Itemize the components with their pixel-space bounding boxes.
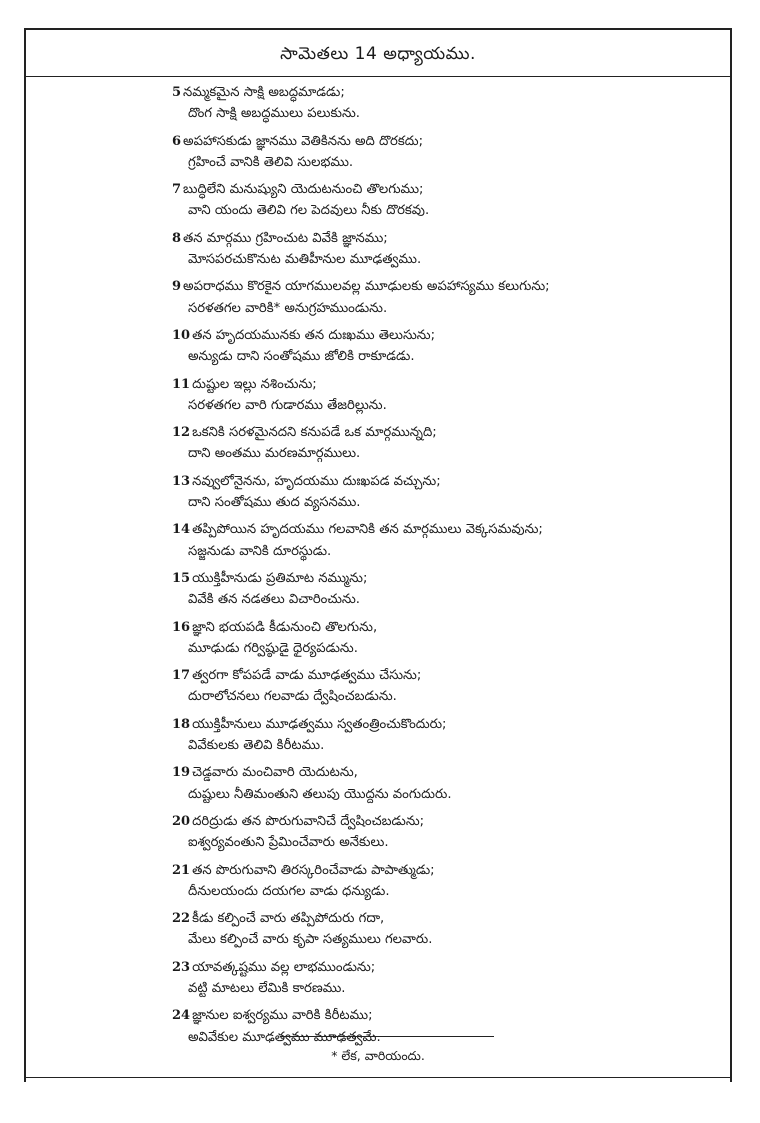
verse-line-1 [172,471,692,492]
verse-line-2: మూఢుడు గర్విష్ఠుడై ధైర్యపడును. [188,640,358,656]
verse-text: తప్పిపోయిన హృదయము గలవానికి తన మార్గములు వెక్కసమవును; [192,522,543,538]
verse-number: 21 [172,862,191,878]
verse-text: బుద్ధిలేని మనుష్యుని యెదుటనుంచి తొలగుము; [183,182,424,198]
verse-23 [172,957,692,1000]
verse-text: తన మార్గము గ్రహించుట వివేకి జ్ఞానము; [183,230,388,246]
verse-line-1 [172,665,692,686]
verse-number: 20 [172,813,191,829]
verse-line-2: అన్యుడు దాని సంతోషము జోలికి రాకూడడు. [188,349,415,365]
verse-line-1 [172,908,692,929]
verse-number: 7 [172,182,182,198]
verse-text: యుక్తిహీనుడు ప్రతిమాట నమ్మును; [192,570,368,586]
verse-24 [172,1005,692,1048]
verse-text: తన హృదయమునకు తన దుఃఖము తెలుసును; [192,327,436,343]
verse-line-1 [172,568,692,589]
verse-number: 13 [172,473,191,489]
verse-text: తన పొరుగువాని తిరస్కరించేవాడు పాపాత్ముడు; [192,862,435,878]
verse-text: కీడు కల్పించే వారు తప్పిపోదురు గదా, [192,911,385,927]
verse-line-2: ఐశ్వర్యవంతుని ప్రేమించేవారు అనేకులు. [188,835,389,851]
verse-22 [172,908,692,951]
verse-number: 6 [172,133,182,149]
verse-21 [172,860,692,903]
verse-text: త్వరగా కోపపడే వాడు మూఢత్వము చేసును; [192,668,422,684]
verse-line-1 [172,519,692,540]
header-divider [26,76,730,77]
verse-line-1 [172,276,692,297]
verse-8 [172,228,692,271]
verse-14 [172,519,692,562]
verse-line-1 [172,422,692,443]
verse-19 [172,762,692,805]
verse-12 [172,422,692,465]
verse-line-2: దుష్టులు నీతిమంతుని తలుపు యొద్దను వంగుదురు. [188,786,452,802]
verse-line-1 [172,179,692,200]
verse-line-1 [172,860,692,881]
verse-line-2: దురాలోచనలు గలవాడు ద్వేషించబడును. [188,689,397,705]
verse-line-2: దొంగ సాక్షి అబద్ధములు పలుకును. [188,106,360,122]
verse-number: 12 [172,425,191,441]
verse-text: దుష్టుల ఇల్లు నశించును; [192,376,317,392]
page-title: సామెతలు 14 అధ్యాయము. [280,44,476,64]
verse-7 [172,179,692,222]
verse-text: దరిద్రుడు తన పొరుగువానిచే ద్వేషించబడును; [192,813,425,829]
footnote-divider [280,1036,494,1037]
verse-line-2: సరళతగల వారికి* అనుగ్రహముండును. [188,300,388,316]
verse-number: 16 [172,619,191,635]
verse-number: 17 [172,668,191,684]
verse-line-1 [172,131,692,152]
verse-text: జ్ఞాని భయపడి కీడునుంచి తొలగును, [192,619,378,635]
verse-line-1 [172,82,692,103]
verse-number: 22 [172,911,191,927]
verse-text: నవ్వులోనైనను, హృదయము దుఃఖపడ వచ్చును; [192,473,441,489]
verse-line-1 [172,374,692,395]
verse-line-2: గ్రహించే వానికి తెలివి సులభము. [188,154,354,170]
verse-line-2: దీనులయందు దయగల వాడు ధన్యుడు. [188,883,390,899]
verse-line-1 [172,325,692,346]
verse-line-1 [172,811,692,832]
verse-text: అపరాధము కొరకైన యాగములవల్ల మూఢులకు అపహాస్యము కలుగును; [183,279,550,295]
verse-number: 14 [172,522,191,538]
verse-number: 11 [172,376,191,392]
verse-text: జ్ఞానుల ఐశ్వర్యము వారికి కిరీటము; [192,1008,373,1024]
bottom-rule [26,1077,730,1078]
verse-list [172,82,692,1054]
verse-20 [172,811,692,854]
verse-15 [172,568,692,611]
verse-text: చెడ్డవారు మంచివారి యెదుటను, [192,765,358,781]
verse-line-1 [172,714,692,735]
verse-5 [172,82,692,125]
verse-line-1 [172,762,692,783]
verse-number: 18 [172,716,191,732]
verse-line-2: దాని సంతోషము తుద వ్యసనము. [188,495,361,511]
verse-line-1 [172,617,692,638]
verse-number: 5 [172,85,182,100]
page-frame [24,28,732,1082]
verse-18 [172,714,692,757]
verse-line-2: సరళతగల వారి గుడారము తేజరిల్లును. [188,397,387,413]
verse-line-2: వాని యందు తెలివి గల పెదవులు నీకు దొరకవు. [188,203,430,219]
verse-line-1 [172,1005,692,1026]
verse-line-2: అవివేకుల మూఢత్వము మూఢత్వమే. [188,1029,381,1045]
verse-9 [172,276,692,319]
verse-line-2: సజ్జనుడు వానికి దూరస్థుడు. [188,543,332,559]
verse-text: నమ్మకమైన సాక్షి అబద్ధమాడడు; [183,85,345,100]
verse-line-2: మేలు కల్పించే వారు కృపా సత్యములు గలవారు. [188,932,433,948]
verse-line-2: వివేకి తన నడతలు విచారించును. [188,592,360,608]
verse-line-1 [172,957,692,978]
verse-number: 10 [172,327,191,343]
verse-line-1 [172,228,692,249]
verse-text: అపహాసకుడు జ్ఞానము వెతికినను అది దొరకదు; [183,133,424,149]
verse-number: 24 [172,1008,191,1024]
verse-line-2: దాని అంతము మరణమార్గములు. [188,446,361,462]
verse-number: 19 [172,765,191,781]
verse-11 [172,374,692,417]
verse-line-2: వట్టి మాటలు లేమికి కారణము. [188,980,346,996]
verse-number: 23 [172,959,191,975]
verse-text: యావత్కష్టము వల్ల లాభముండును; [192,959,376,975]
verse-13 [172,471,692,514]
verse-10 [172,325,692,368]
verse-number: 8 [172,230,182,246]
verse-17 [172,665,692,708]
verse-line-2: వివేకులకు తెలివి కిరీటము. [188,738,325,754]
verse-text: ఒకనికి సరళమైనదని కనుపడే ఒక మార్గమున్నది; [192,425,437,441]
verse-number: 15 [172,570,191,586]
verse-line-2: మోసపరచుకొనుట మతిహీనుల మూఢత్వము. [188,252,422,268]
verse-text: యుక్తిహీనులు మూఢత్వము స్వతంత్రించుకొందురు; [192,716,447,732]
verse-6 [172,131,692,174]
verse-16 [172,617,692,660]
verse-number: 9 [172,279,182,295]
footnote: * లేక, వారియందు. [331,1048,425,1063]
